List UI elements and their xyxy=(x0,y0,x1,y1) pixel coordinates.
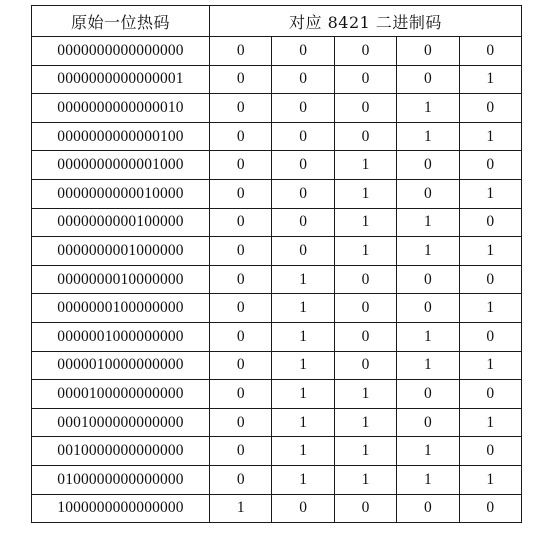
table-row xyxy=(32,122,522,151)
table-row xyxy=(32,151,522,180)
binary-bit-cell: 0 xyxy=(210,408,272,437)
binary-bit-cell: 0 xyxy=(334,65,396,94)
binary-bit-cell: 0 xyxy=(272,122,334,151)
binary-bit-cell: 0 xyxy=(459,265,521,294)
header-binary: 对应 8421 二进制码 xyxy=(210,6,522,37)
binary-bit-cell: 1 xyxy=(397,437,459,466)
onehot-code-cell: 0001000000000000 xyxy=(32,408,210,437)
binary-bit-cell: 0 xyxy=(334,494,396,523)
onehot-code-cell: 0000000000000000 xyxy=(32,37,210,66)
binary-bit-cell: 1 xyxy=(459,408,521,437)
table-row xyxy=(32,351,522,380)
binary-bit-cell: 0 xyxy=(272,494,334,523)
binary-bit-cell: 0 xyxy=(272,179,334,208)
table-row xyxy=(32,465,522,494)
binary-bit-cell: 1 xyxy=(397,208,459,237)
table-row xyxy=(32,322,522,351)
binary-bit-cell: 1 xyxy=(272,322,334,351)
binary-bit-cell: 0 xyxy=(459,94,521,123)
binary-bit-cell: 1 xyxy=(334,151,396,180)
binary-bit-cell: 1 xyxy=(334,408,396,437)
table-row xyxy=(32,237,522,266)
binary-bit-cell: 0 xyxy=(397,408,459,437)
onehot-code-cell: 1000000000000000 xyxy=(32,494,210,523)
binary-bit-cell: 1 xyxy=(459,65,521,94)
binary-bit-cell: 0 xyxy=(459,380,521,409)
binary-bit-cell: 0 xyxy=(334,351,396,380)
binary-bit-cell: 0 xyxy=(397,179,459,208)
table-row xyxy=(32,408,522,437)
binary-bit-cell: 0 xyxy=(459,37,521,66)
binary-bit-cell: 1 xyxy=(272,465,334,494)
binary-bit-cell: 0 xyxy=(272,208,334,237)
table-body xyxy=(32,37,522,523)
onehot-to-binary-table xyxy=(31,5,522,523)
table-row xyxy=(32,208,522,237)
table-row xyxy=(32,437,522,466)
onehot-code-cell: 0000000000000001 xyxy=(32,65,210,94)
binary-bit-cell: 0 xyxy=(397,380,459,409)
binary-bit-cell: 0 xyxy=(334,322,396,351)
onehot-code-cell: 0000100000000000 xyxy=(32,380,210,409)
binary-bit-cell: 1 xyxy=(459,179,521,208)
onehot-code-cell: 0000001000000000 xyxy=(32,322,210,351)
binary-bit-cell: 0 xyxy=(210,151,272,180)
binary-bit-cell: 0 xyxy=(210,351,272,380)
binary-bit-cell: 0 xyxy=(397,265,459,294)
binary-bit-cell: 0 xyxy=(210,122,272,151)
binary-bit-cell: 0 xyxy=(210,179,272,208)
binary-bit-cell: 0 xyxy=(459,322,521,351)
binary-bit-cell: 0 xyxy=(272,65,334,94)
binary-bit-cell: 0 xyxy=(459,437,521,466)
binary-bit-cell: 1 xyxy=(397,322,459,351)
binary-bit-cell: 1 xyxy=(272,408,334,437)
binary-bit-cell: 1 xyxy=(459,351,521,380)
binary-bit-cell: 0 xyxy=(397,65,459,94)
table-row xyxy=(32,37,522,66)
binary-bit-cell: 0 xyxy=(397,151,459,180)
binary-bit-cell: 0 xyxy=(397,37,459,66)
binary-bit-cell: 0 xyxy=(210,380,272,409)
binary-bit-cell: 1 xyxy=(334,237,396,266)
binary-bit-cell: 0 xyxy=(459,494,521,523)
binary-bit-cell: 1 xyxy=(272,294,334,323)
binary-bit-cell: 0 xyxy=(210,37,272,66)
table-row xyxy=(32,494,522,523)
table-row xyxy=(32,94,522,123)
binary-bit-cell: 1 xyxy=(334,465,396,494)
binary-bit-cell: 1 xyxy=(459,294,521,323)
header-onehot: 原始一位热码 xyxy=(32,6,210,37)
binary-bit-cell: 0 xyxy=(272,94,334,123)
binary-bit-cell: 0 xyxy=(210,265,272,294)
onehot-code-cell: 0000010000000000 xyxy=(32,351,210,380)
binary-bit-cell: 1 xyxy=(272,437,334,466)
binary-bit-cell: 1 xyxy=(334,437,396,466)
binary-bit-cell: 0 xyxy=(459,151,521,180)
onehot-code-cell: 0000000000010000 xyxy=(32,179,210,208)
binary-bit-cell: 0 xyxy=(210,437,272,466)
binary-bit-cell: 1 xyxy=(397,94,459,123)
table-row xyxy=(32,265,522,294)
onehot-code-cell: 0000000000001000 xyxy=(32,151,210,180)
binary-bit-cell: 0 xyxy=(272,237,334,266)
binary-bit-cell: 0 xyxy=(397,294,459,323)
binary-bit-cell: 0 xyxy=(272,151,334,180)
table-row xyxy=(32,294,522,323)
binary-bit-cell: 1 xyxy=(459,237,521,266)
onehot-code-cell: 0000000010000000 xyxy=(32,265,210,294)
binary-bit-cell: 1 xyxy=(397,122,459,151)
binary-bit-cell: 1 xyxy=(397,351,459,380)
binary-bit-cell: 1 xyxy=(272,351,334,380)
table-row xyxy=(32,65,522,94)
conversion-table-container xyxy=(31,5,522,523)
binary-bit-cell: 1 xyxy=(334,179,396,208)
table-row xyxy=(32,179,522,208)
table-row xyxy=(32,380,522,409)
binary-bit-cell: 0 xyxy=(210,237,272,266)
binary-bit-cell: 0 xyxy=(334,122,396,151)
binary-bit-cell: 1 xyxy=(272,380,334,409)
binary-bit-cell: 0 xyxy=(210,465,272,494)
binary-bit-cell: 1 xyxy=(272,265,334,294)
onehot-code-cell: 0000000100000000 xyxy=(32,294,210,323)
binary-bit-cell: 0 xyxy=(334,37,396,66)
binary-bit-cell: 1 xyxy=(210,494,272,523)
onehot-code-cell: 0000000000100000 xyxy=(32,208,210,237)
binary-bit-cell: 1 xyxy=(459,465,521,494)
binary-bit-cell: 0 xyxy=(334,94,396,123)
onehot-code-cell: 0010000000000000 xyxy=(32,437,210,466)
onehot-code-cell: 0000000000000010 xyxy=(32,94,210,123)
binary-bit-cell: 0 xyxy=(210,294,272,323)
binary-bit-cell: 0 xyxy=(210,208,272,237)
binary-bit-cell: 0 xyxy=(272,37,334,66)
binary-bit-cell: 1 xyxy=(459,122,521,151)
binary-bit-cell: 0 xyxy=(210,322,272,351)
binary-bit-cell: 0 xyxy=(397,494,459,523)
onehot-code-cell: 0000000000000100 xyxy=(32,122,210,151)
table-header-row xyxy=(32,6,522,37)
binary-bit-cell: 0 xyxy=(210,94,272,123)
binary-bit-cell: 0 xyxy=(334,294,396,323)
binary-bit-cell: 0 xyxy=(210,65,272,94)
binary-bit-cell: 1 xyxy=(334,208,396,237)
binary-bit-cell: 0 xyxy=(334,265,396,294)
binary-bit-cell: 1 xyxy=(397,237,459,266)
onehot-code-cell: 0100000000000000 xyxy=(32,465,210,494)
binary-bit-cell: 1 xyxy=(334,380,396,409)
binary-bit-cell: 1 xyxy=(397,465,459,494)
onehot-code-cell: 0000000001000000 xyxy=(32,237,210,266)
binary-bit-cell: 0 xyxy=(459,208,521,237)
